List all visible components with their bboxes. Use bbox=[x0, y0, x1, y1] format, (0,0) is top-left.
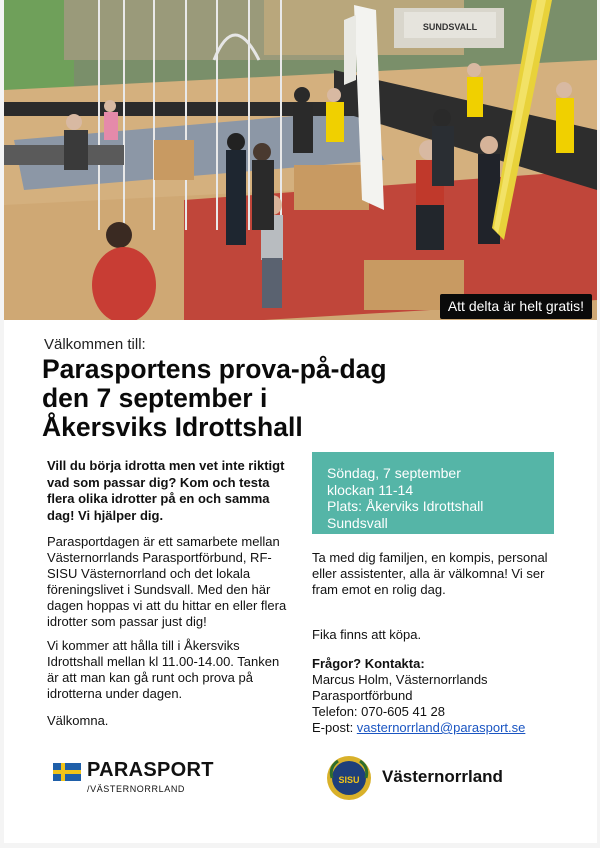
contact-title: Frågor? Kontakta: bbox=[312, 656, 425, 671]
contact-block bbox=[312, 656, 572, 736]
info-date: Söndag, 7 september bbox=[327, 465, 461, 481]
emblem-text: SISU bbox=[338, 775, 360, 785]
sports-hall-photo bbox=[4, 0, 597, 320]
headline-line-2: den 7 september i bbox=[42, 383, 268, 413]
rf-sisu-logo-region: Västernorrland bbox=[382, 767, 503, 786]
headline-line-1: Parasportens prova-på-dag bbox=[42, 354, 387, 384]
contact-email-link[interactable]: vasternorrland@parasport.se bbox=[356, 720, 526, 735]
info-city: Sundsvall bbox=[327, 514, 388, 531]
rf-sisu-emblem-icon bbox=[326, 755, 372, 801]
hall-banner-text: SUNDSVALL bbox=[422, 22, 478, 32]
bring-family-paragraph: Ta med dig familjen, en kompis, personal eller assistenter, alla är välkomna! Vi ser fram emot en rolig dag. bbox=[312, 550, 548, 597]
parasport-logo-name: PARASPORT bbox=[87, 759, 214, 781]
contact-name: Marcus Holm, Västernorrlands bbox=[312, 672, 488, 687]
venue-paragraph: Vi kommer att hålla till i Åkersviks Idrottshall mellan kl 11.00-14.00. Tanken är att man kan gå runt och prova på idrotterna under dagen. bbox=[47, 638, 280, 701]
event-headline bbox=[42, 355, 522, 442]
contact-org: Parasportförbund bbox=[312, 688, 413, 703]
closing-paragraph: Välkomna. bbox=[47, 713, 109, 728]
headline-line-3: Åkersviks Idrottshall bbox=[42, 412, 303, 442]
sports-hall-illustration bbox=[4, 0, 597, 320]
contact-email-label: E-post: bbox=[312, 720, 357, 735]
welcome-text: Välkommen till: bbox=[44, 336, 146, 353]
contact-email-row bbox=[312, 720, 572, 736]
parasport-logo-region: /VÄSTERNORRLAND bbox=[87, 784, 186, 794]
swedish-flag-icon bbox=[53, 763, 81, 781]
event-info-box bbox=[312, 452, 554, 534]
contact-phone: Telefon: 070-605 41 28 bbox=[312, 704, 445, 719]
free-participation-badge: Att delta är helt gratis! bbox=[440, 294, 592, 319]
parasport-logo bbox=[53, 760, 223, 800]
lead-paragraph: Vill du börja idrotta men vet inte riktigt vad som passar dig? Kom och testa flera olika idrotter på en och samma dag! Vi hjälper dig. bbox=[47, 458, 285, 523]
info-place: Plats: Åkerviks Idrottshall bbox=[327, 498, 484, 514]
rf-sisu-logo bbox=[326, 755, 536, 801]
info-time: klockan 11-14 bbox=[327, 481, 414, 498]
collaboration-paragraph: Parasportdagen är ett samarbete mellan Västernorrlands Parasportförbund, RF-SISU Västernorrland och det lokala föreningslivet i Sundsvall. Med den här dagen hoppas vi att du hittar en eller flera idrotter som passar just dig! bbox=[47, 534, 287, 629]
fika-paragraph: Fika finns att köpa. bbox=[312, 627, 422, 642]
